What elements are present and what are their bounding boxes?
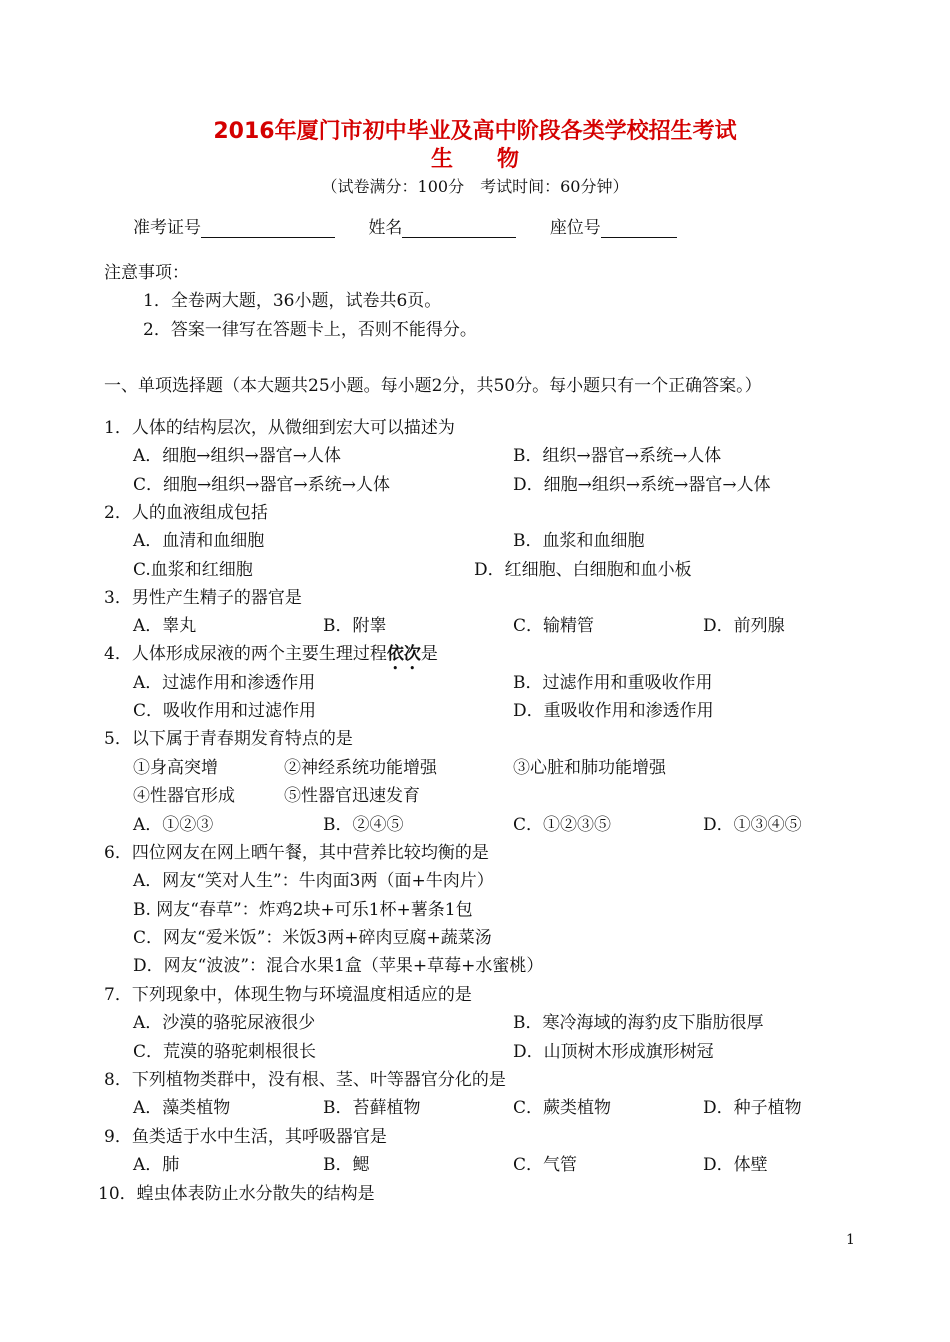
name-field[interactable]	[402, 219, 516, 238]
option: B. 网友“春草”：炸鸡2块+可乐1杯+薯条1包	[133, 900, 473, 920]
statement-item: ④性器官形成	[133, 786, 235, 806]
option: D．①③④⑤	[703, 815, 802, 835]
seat-label: 座位号	[549, 218, 601, 238]
option: C．荒漠的骆驼刺根很长	[133, 1042, 317, 1062]
option: A．睾丸	[133, 616, 197, 636]
statement-item: ③心脏和肺功能增强	[513, 758, 666, 778]
exam-number-field[interactable]	[201, 219, 335, 238]
option: A．肺	[133, 1155, 180, 1175]
question-stem: 4．人体形成尿液的两个主要生理过程依次是	[104, 644, 438, 664]
option: B．过滤作用和重吸收作用	[513, 673, 713, 693]
option: A．细胞→组织→器官→人体	[133, 446, 342, 466]
notes-heading: 注意事项：	[104, 263, 189, 283]
option: B．血浆和血细胞	[513, 531, 645, 551]
question-stem: 6．四位网友在网上晒午餐，其中营养比较均衡的是	[104, 843, 489, 863]
seat-field[interactable]	[601, 219, 677, 238]
option: C．输精管	[513, 616, 595, 636]
exam-title: 2016年厦门市初中毕业及高中阶段各类学校招生考试	[213, 119, 737, 144]
statement-item: ②神经系统功能增强	[284, 758, 437, 778]
statement-item: ⑤性器官迅速发育	[284, 786, 420, 806]
option: C．网友“爱米饭”：米饭3两+碎肉豆腐+蔬菜汤	[133, 928, 492, 948]
question-stem: 3．男性产生精子的器官是	[104, 588, 302, 608]
statement-item: ①身高突增	[133, 758, 218, 778]
option: A．过滤作用和渗透作用	[133, 673, 316, 693]
note-item: 1．全卷两大题，36小题，试卷共6页。	[143, 291, 442, 311]
option: B．②④⑤	[323, 815, 404, 835]
option: D．前列腺	[703, 616, 785, 636]
option: B．组织→器官→系统→人体	[513, 446, 722, 466]
subject-title: 生物	[430, 147, 563, 172]
id-fields	[133, 213, 705, 238]
option: C.血浆和红细胞	[133, 560, 253, 580]
question-stem: 5．以下属于青春期发育特点的是	[104, 729, 353, 749]
section-heading: 一、单项选择题（本大题共25小题。每小题2分，共50分。每小题只有一个正确答案。）	[104, 376, 762, 396]
option: D．山顶树木形成旗形树冠	[513, 1042, 714, 1062]
option: B．寒冷海域的海豹皮下脂肪很厚	[513, 1013, 764, 1033]
option: A．网友“笑对人生”：牛肉面3两（面+牛肉片）	[133, 871, 494, 891]
option: D．红细胞、白细胞和血小板	[474, 560, 692, 580]
option: D．种子植物	[703, 1098, 802, 1118]
question-stem: 9．鱼类适于水中生活，其呼吸器官是	[104, 1127, 387, 1147]
option: D．细胞→组织→系统→器官→人体	[513, 475, 771, 495]
option: A．①②③	[133, 815, 214, 835]
exam-info: （试卷满分：100分 考试时间：60分钟）	[321, 177, 629, 196]
page-number: 1	[846, 1232, 855, 1248]
option: A．沙漠的骆驼尿液很少	[133, 1013, 316, 1033]
option: C．吸收作用和过滤作用	[133, 701, 317, 721]
exam-number-label: 准考证号	[133, 218, 201, 238]
option: C．气管	[513, 1155, 578, 1175]
question-stem: 2．人的血液组成包括	[104, 503, 268, 523]
question-stem: 1．人体的结构层次，从微细到宏大可以描述为	[104, 418, 455, 438]
question-stem: 7．下列现象中，体现生物与环境温度相适应的是	[104, 985, 472, 1005]
option: A．藻类植物	[133, 1098, 231, 1118]
name-label: 姓名	[368, 218, 403, 238]
question-stem: 10．蝗虫体表防止水分散失的结构是	[98, 1184, 375, 1204]
option: B．苔藓植物	[323, 1098, 421, 1118]
option: D．体壁	[703, 1155, 768, 1175]
option: C．细胞→组织→器官→系统→人体	[133, 475, 390, 495]
option: C．蕨类植物	[513, 1098, 612, 1118]
option: C．①②③⑤	[513, 815, 612, 835]
option: B．附睾	[323, 616, 387, 636]
question-stem: 8．下列植物类群中，没有根、茎、叶等器官分化的是	[104, 1070, 506, 1090]
option: D．网友“波波”：混合水果1盒（苹果+草莓+水蜜桃）	[133, 956, 544, 976]
note-item: 2．答案一律写在答题卡上，否则不能得分。	[143, 320, 477, 340]
option: B．鳃	[323, 1155, 370, 1175]
option: A．血清和血细胞	[133, 531, 265, 551]
emphasized-word: 依次	[386, 644, 421, 664]
option: D．重吸收作用和渗透作用	[513, 701, 714, 721]
